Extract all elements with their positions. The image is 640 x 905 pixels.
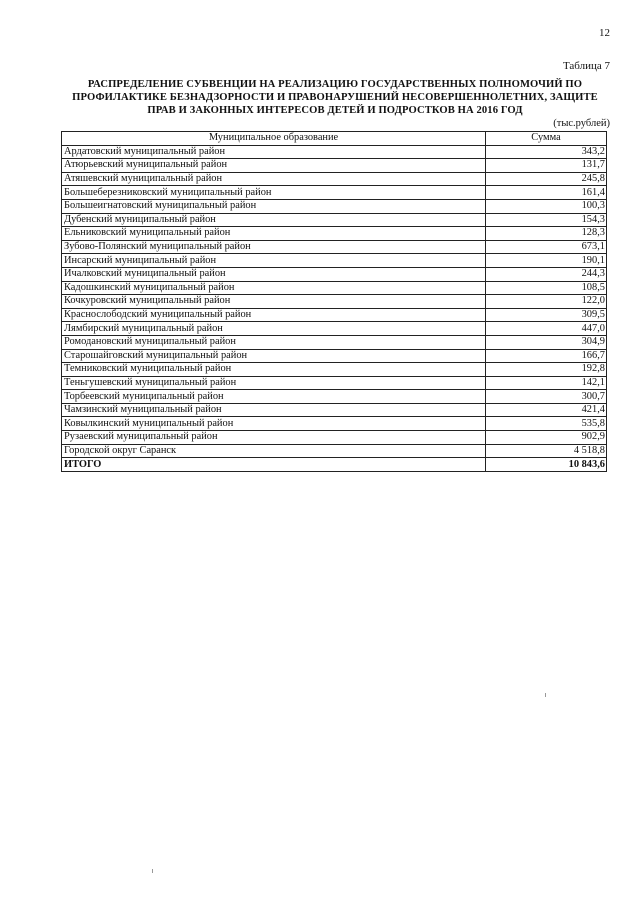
municipality-name: Рузаевский муниципальный район: [62, 431, 486, 445]
municipality-name: Ичалковский муниципальный район: [62, 267, 486, 281]
subvention-sum: 304,9: [486, 335, 607, 349]
municipality-name: Инсарский муниципальный район: [62, 254, 486, 268]
subvention-sum: 447,0: [486, 322, 607, 336]
subvention-sum: 108,5: [486, 281, 607, 295]
municipality-name: Большеигнатовский муниципальный район: [62, 199, 486, 213]
table-row: [62, 295, 607, 309]
subvention-sum: 535,8: [486, 417, 607, 431]
header-municipality: Муниципальное образование: [62, 132, 486, 146]
subvention-sum: 300,7: [486, 390, 607, 404]
municipality-name: Зубово-Полянский муниципальный район: [62, 240, 486, 254]
table-row: [62, 444, 607, 458]
table-row: [62, 267, 607, 281]
municipality-name: Ромодановский муниципальный район: [62, 335, 486, 349]
municipality-name: Городской округ Саранск: [62, 444, 486, 458]
total-sum: 10 843,6: [486, 458, 607, 472]
subvention-sum: 245,8: [486, 172, 607, 186]
municipality-name: Ковылкинский муниципальный район: [62, 417, 486, 431]
table-row: [62, 376, 607, 390]
subvention-table: [61, 131, 607, 472]
table-row: [62, 159, 607, 173]
table-row: [62, 308, 607, 322]
table-row: [62, 417, 607, 431]
municipality-name: Теньгушевский муниципальный район: [62, 376, 486, 390]
subvention-sum: 122,0: [486, 295, 607, 309]
municipality-name: Ардатовский муниципальный район: [62, 145, 486, 159]
municipality-name: Краснослободский муниципальный район: [62, 308, 486, 322]
municipality-name: Атяшевский муниципальный район: [62, 172, 486, 186]
subvention-sum: 244,3: [486, 267, 607, 281]
municipality-name: Чамзинский муниципальный район: [62, 403, 486, 417]
table-row: [62, 227, 607, 241]
table-row: [62, 281, 607, 295]
subvention-sum: 190,1: [486, 254, 607, 268]
subvention-sum: 154,3: [486, 213, 607, 227]
municipality-name: Большеберезниковский муниципальный район: [62, 186, 486, 200]
scan-mark: [152, 869, 153, 873]
table-header-row: [62, 132, 607, 146]
municipality-name: Темниковский муниципальный район: [62, 363, 486, 377]
table-row: [62, 213, 607, 227]
units-label: (тыс.рублей): [553, 118, 610, 129]
table-body: [62, 145, 607, 458]
table-row: [62, 431, 607, 445]
municipality-name: Ельниковский муниципальный район: [62, 227, 486, 241]
subvention-sum: 142,1: [486, 376, 607, 390]
subvention-sum: 166,7: [486, 349, 607, 363]
municipality-name: Лямбирский муниципальный район: [62, 322, 486, 336]
table-row: [62, 349, 607, 363]
scan-mark: [545, 693, 546, 697]
municipality-name: Кадошкинский муниципальный район: [62, 281, 486, 295]
title-line-3: ПРАВ И ЗАКОННЫХ ИНТЕРЕСОВ ДЕТЕЙ И ПОДРОСТКОВ НА 2016 ГОД: [147, 105, 523, 116]
municipality-name: Атюрьевский муниципальный район: [62, 159, 486, 173]
subvention-sum: 161,4: [486, 186, 607, 200]
municipality-name: Торбеевский муниципальный район: [62, 390, 486, 404]
total-label: ИТОГО: [62, 458, 486, 472]
document-title: [60, 78, 610, 117]
subvention-sum: 4 518,8: [486, 444, 607, 458]
subvention-sum: 131,7: [486, 159, 607, 173]
subvention-sum: 902,9: [486, 431, 607, 445]
table-row: [62, 322, 607, 336]
table-row: [62, 363, 607, 377]
municipality-name: Кочкуровский муниципальный район: [62, 295, 486, 309]
table-label: Таблица 7: [562, 60, 610, 72]
table-row: [62, 186, 607, 200]
table-row: [62, 390, 607, 404]
subvention-sum: 421,4: [486, 403, 607, 417]
table-row: [62, 335, 607, 349]
title-line-1: РАСПРЕДЕЛЕНИЕ СУБВЕНЦИИ НА РЕАЛИЗАЦИЮ ГОСУДАРСТВЕННЫХ ПОЛНОМОЧИЙ ПО: [87, 79, 583, 90]
subvention-sum: 100,3: [486, 199, 607, 213]
table-row: [62, 145, 607, 159]
municipality-name: Дубенский муниципальный район: [62, 213, 486, 227]
subvention-sum: 192,8: [486, 363, 607, 377]
subvention-sum: 343,2: [486, 145, 607, 159]
title-line-2: ПРОФИЛАКТИКЕ БЕЗНАДЗОРНОСТИ И ПРАВОНАРУШЕНИЙ НЕСОВЕРШЕННОЛЕТНИХ, ЗАЩИТЕ: [72, 92, 598, 103]
table-row: [62, 403, 607, 417]
subvention-sum: 128,3: [486, 227, 607, 241]
subvention-sum: 309,5: [486, 308, 607, 322]
header-sum: Сумма: [486, 132, 607, 146]
municipality-name: Старошайговский муниципальный район: [62, 349, 486, 363]
table-row: [62, 199, 607, 213]
table-row: [62, 172, 607, 186]
table-row: [62, 254, 607, 268]
subvention-sum: 673,1: [486, 240, 607, 254]
table-row: [62, 240, 607, 254]
page-number: 12: [599, 27, 610, 39]
total-row: [62, 458, 607, 472]
